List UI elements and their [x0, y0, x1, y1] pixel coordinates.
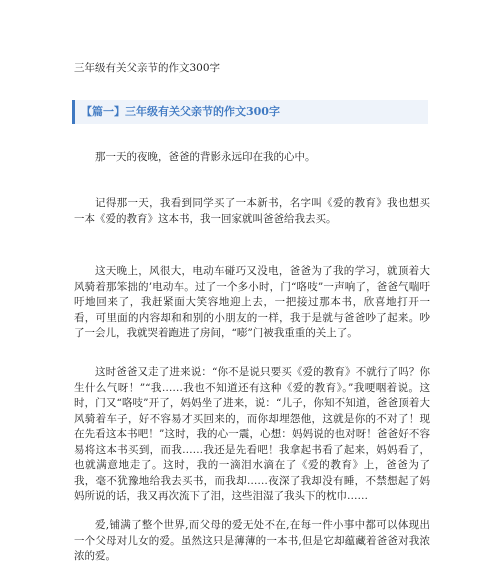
paragraph-3: 这天晚上，风很大，电动车碰巧又没电，爸爸为了我的学习，就顶着大风骑着那笨拙的’电动车。过了一个多小时，门“咯吱”一声响了，爸爸气喘吁吁地回来了，我赶紧面大笑容地迎上去，一把接过那本书，欣喜地打开一看，可里面的内容却和和别的小朋友的一样，我于是就与爸爸吵了起来。吵了一会儿，我就哭着跑进了房间，“嘭”门被我重重的关上了。	[74, 265, 430, 339]
paragraph-5: 爱,铺满了整个世界,而父母的爱无处不在,在每一件小事中都可以体现出一个父母对儿女的爱。虽然这只是薄薄的一本书,但是它却蕴藏着爸爸对我浓浓的爱。	[74, 519, 430, 562]
paragraph-4: 这时爸爸又走了进来说：“你不是说只要买《爱的教育》不就行了吗？你生什么气呀！”“我……我也不知道还有这种《爱的教育》。”我哽咽着说。这时，门又“咯吱”开了，妈妈坐了进来，说：“儿子，你知不知道，爸爸顶着大风骑着车子，好不容易才买回来的，而你却埋怨他，这就是你的不对了！现在先看这本书吧！”这时，我的心一震，心想：妈妈说的也对呀！爸爸好不容易将这本书买到，而我……我还是先看吧！我拿起书看了起来，妈妈看了，也就满意地走了。这时，我的一滴泪水滴在了《爱的教育》上，爸爸为了我，毫不犹豫地给我去买书，而我却……夜深了我却没有睡，不禁想起了妈妈所说的话，我又再次流下了泪，这些泪湿了我头下的枕巾……	[74, 366, 430, 502]
paragraph-2: 记得那一天，我看到同学买了一本新书，名字叫《爱的教育》我也想买一本《爱的教育》这本书，我一回家就叫爸爸给我去买。	[74, 197, 430, 225]
document-title: 三年级有关父亲节的作文300字	[74, 62, 221, 74]
section-heading	[72, 100, 428, 124]
section-heading-text: 【篇一】三年级有关父亲节的作文300字	[81, 105, 280, 118]
paragraph-1: 那一天的夜晚，爸爸的背影永远印在我的心中。	[95, 151, 316, 163]
